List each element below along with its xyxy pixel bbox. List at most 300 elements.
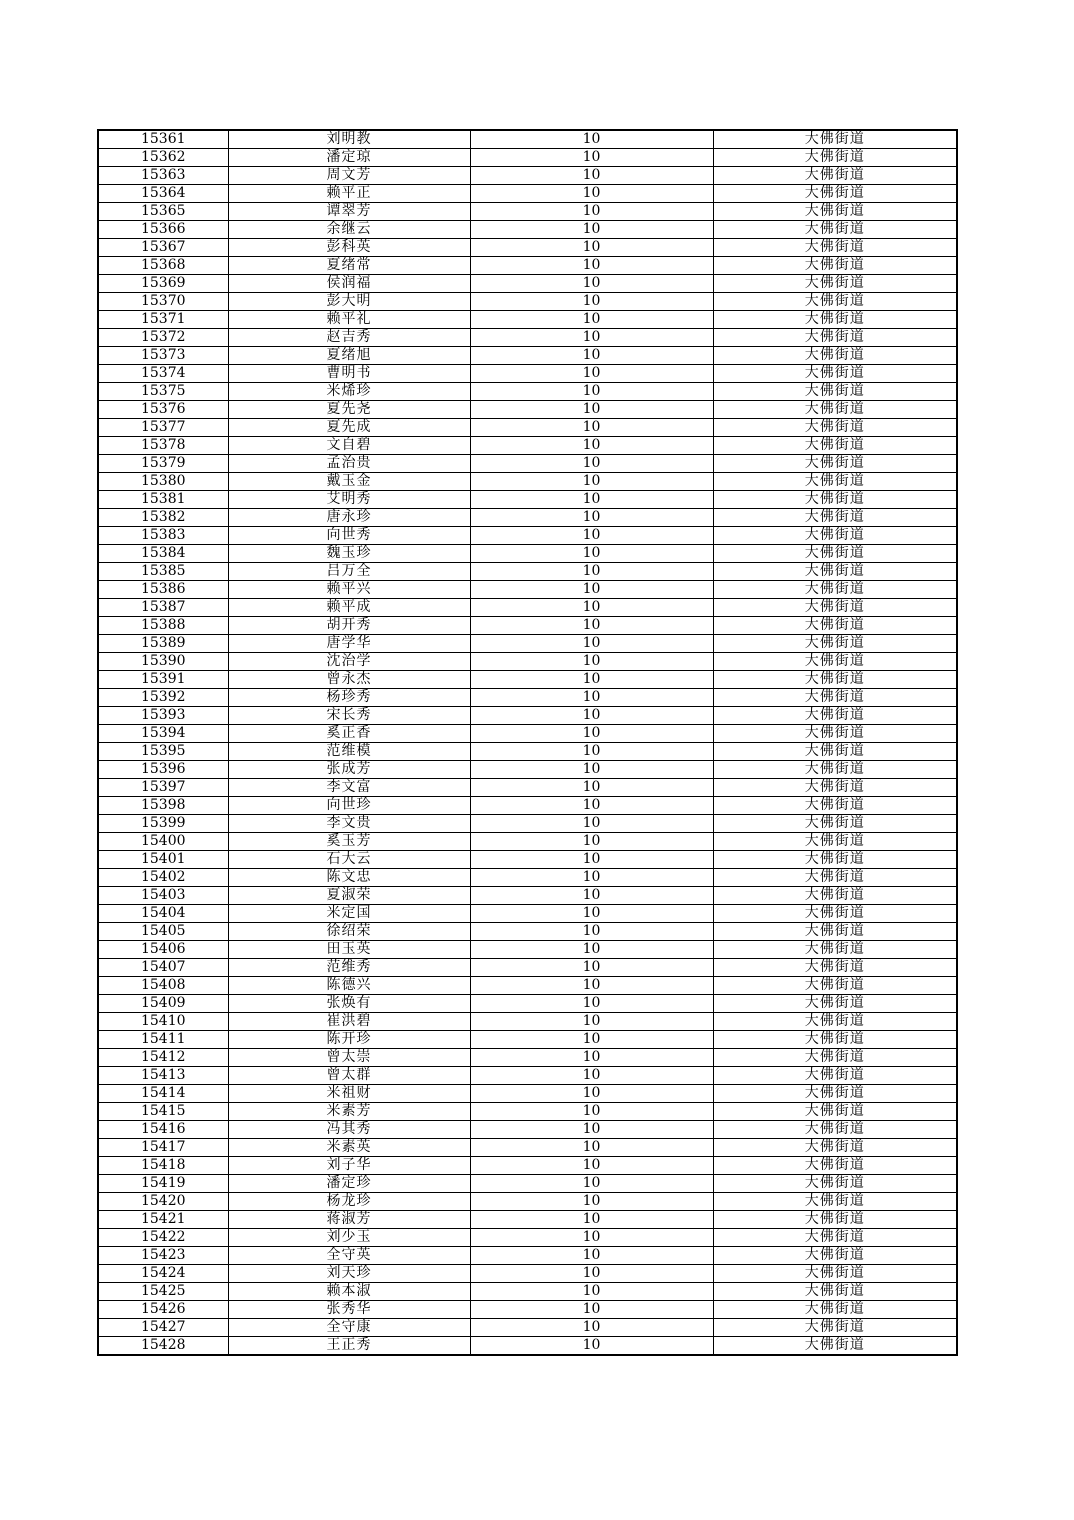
person-name-cell: 侯润福 <box>228 275 470 293</box>
row-number-cell: 15365 <box>98 203 228 221</box>
person-name-cell: 潘定珍 <box>228 1175 470 1193</box>
person-name-cell: 赵吉秀 <box>228 329 470 347</box>
person-name-cell: 潘定琼 <box>228 149 470 167</box>
street-cell: 大佛街道 <box>713 311 957 329</box>
table-row <box>98 761 957 779</box>
amount-cell: 10 <box>470 1049 713 1067</box>
table-row <box>98 239 957 257</box>
person-name-cell: 魏玉珍 <box>228 545 470 563</box>
person-name-cell: 蒋淑芳 <box>228 1211 470 1229</box>
person-name-cell: 张秀华 <box>228 1301 470 1319</box>
person-name-cell: 冯其秀 <box>228 1121 470 1139</box>
street-cell: 大佛街道 <box>713 707 957 725</box>
person-name-cell: 陈文忠 <box>228 869 470 887</box>
person-name-cell: 曾太群 <box>228 1067 470 1085</box>
street-cell: 大佛街道 <box>713 1031 957 1049</box>
amount-cell: 10 <box>470 1175 713 1193</box>
person-name-cell: 唐学华 <box>228 635 470 653</box>
amount-cell: 10 <box>470 311 713 329</box>
amount-cell: 10 <box>470 599 713 617</box>
table-row <box>98 725 957 743</box>
amount-cell: 10 <box>470 1337 713 1356</box>
person-name-cell: 田玉英 <box>228 941 470 959</box>
table-row <box>98 383 957 401</box>
amount-cell: 10 <box>470 995 713 1013</box>
row-number-cell: 15412 <box>98 1049 228 1067</box>
person-name-cell: 刘少玉 <box>228 1229 470 1247</box>
street-cell: 大佛街道 <box>713 401 957 419</box>
row-number-cell: 15362 <box>98 149 228 167</box>
row-number-cell: 15396 <box>98 761 228 779</box>
amount-cell: 10 <box>470 1301 713 1319</box>
street-cell: 大佛街道 <box>713 203 957 221</box>
row-number-cell: 15387 <box>98 599 228 617</box>
amount-cell: 10 <box>470 725 713 743</box>
street-cell: 大佛街道 <box>713 923 957 941</box>
row-number-cell: 15419 <box>98 1175 228 1193</box>
row-number-cell: 15406 <box>98 941 228 959</box>
street-cell: 大佛街道 <box>713 887 957 905</box>
table-row <box>98 869 957 887</box>
row-number-cell: 15401 <box>98 851 228 869</box>
amount-cell: 10 <box>470 1103 713 1121</box>
table-row <box>98 635 957 653</box>
row-number-cell: 15398 <box>98 797 228 815</box>
table-row <box>98 1265 957 1283</box>
amount-cell: 10 <box>470 1013 713 1031</box>
amount-cell: 10 <box>470 329 713 347</box>
amount-cell: 10 <box>470 563 713 581</box>
street-cell: 大佛街道 <box>713 869 957 887</box>
table-row <box>98 995 957 1013</box>
person-name-cell: 戴玉金 <box>228 473 470 491</box>
table-row <box>98 707 957 725</box>
row-number-cell: 15378 <box>98 437 228 455</box>
table-row <box>98 257 957 275</box>
street-cell: 大佛街道 <box>713 563 957 581</box>
amount-cell: 10 <box>470 275 713 293</box>
person-name-cell: 夏先成 <box>228 419 470 437</box>
person-name-cell: 李文富 <box>228 779 470 797</box>
table-row <box>98 581 957 599</box>
row-number-cell: 15413 <box>98 1067 228 1085</box>
amount-cell: 10 <box>470 149 713 167</box>
table-row <box>98 1337 957 1356</box>
amount-cell: 10 <box>470 1247 713 1265</box>
street-cell: 大佛街道 <box>713 653 957 671</box>
street-cell: 大佛街道 <box>713 905 957 923</box>
table-row <box>98 1283 957 1301</box>
person-name-cell: 夏淑荣 <box>228 887 470 905</box>
row-number-cell: 15369 <box>98 275 228 293</box>
amount-cell: 10 <box>470 869 713 887</box>
row-number-cell: 15394 <box>98 725 228 743</box>
street-cell: 大佛街道 <box>713 275 957 293</box>
person-name-cell: 曾太崇 <box>228 1049 470 1067</box>
row-number-cell: 15377 <box>98 419 228 437</box>
person-name-cell: 范维模 <box>228 743 470 761</box>
street-cell: 大佛街道 <box>713 257 957 275</box>
table-row <box>98 1031 957 1049</box>
row-number-cell: 15363 <box>98 167 228 185</box>
table-row <box>98 527 957 545</box>
row-number-cell: 15399 <box>98 815 228 833</box>
amount-cell: 10 <box>470 257 713 275</box>
person-name-cell: 奚正香 <box>228 725 470 743</box>
person-name-cell: 米素芳 <box>228 1103 470 1121</box>
table-row <box>98 1211 957 1229</box>
row-number-cell: 15403 <box>98 887 228 905</box>
street-cell: 大佛街道 <box>713 851 957 869</box>
table-row <box>98 1049 957 1067</box>
amount-cell: 10 <box>470 1211 713 1229</box>
row-number-cell: 15370 <box>98 293 228 311</box>
table-row <box>98 203 957 221</box>
row-number-cell: 15397 <box>98 779 228 797</box>
person-name-cell: 徐绍荣 <box>228 923 470 941</box>
street-cell: 大佛街道 <box>713 1247 957 1265</box>
street-cell: 大佛街道 <box>713 1157 957 1175</box>
street-cell: 大佛街道 <box>713 167 957 185</box>
row-number-cell: 15415 <box>98 1103 228 1121</box>
street-cell: 大佛街道 <box>713 1013 957 1031</box>
amount-cell: 10 <box>470 1229 713 1247</box>
person-name-cell: 米素英 <box>228 1139 470 1157</box>
table-row <box>98 509 957 527</box>
street-cell: 大佛街道 <box>713 833 957 851</box>
person-name-cell: 赖平正 <box>228 185 470 203</box>
amount-cell: 10 <box>470 1265 713 1283</box>
street-cell: 大佛街道 <box>713 473 957 491</box>
table-row <box>98 545 957 563</box>
row-number-cell: 15428 <box>98 1337 228 1356</box>
amount-cell: 10 <box>470 761 713 779</box>
amount-cell: 10 <box>470 1067 713 1085</box>
row-number-cell: 15392 <box>98 689 228 707</box>
row-number-cell: 15395 <box>98 743 228 761</box>
table-row <box>98 221 957 239</box>
person-name-cell: 余继云 <box>228 221 470 239</box>
person-name-cell: 彭大明 <box>228 293 470 311</box>
row-number-cell: 15408 <box>98 977 228 995</box>
street-cell: 大佛街道 <box>713 581 957 599</box>
row-number-cell: 15414 <box>98 1085 228 1103</box>
row-number-cell: 15385 <box>98 563 228 581</box>
street-cell: 大佛街道 <box>713 1085 957 1103</box>
amount-cell: 10 <box>470 401 713 419</box>
table-row <box>98 1301 957 1319</box>
person-name-cell: 崔洪碧 <box>228 1013 470 1031</box>
row-number-cell: 15427 <box>98 1319 228 1337</box>
row-number-cell: 15405 <box>98 923 228 941</box>
row-number-cell: 15410 <box>98 1013 228 1031</box>
table-row <box>98 1247 957 1265</box>
person-name-cell: 曹明书 <box>228 365 470 383</box>
table-row <box>98 977 957 995</box>
table-row <box>98 851 957 869</box>
street-cell: 大佛街道 <box>713 1229 957 1247</box>
amount-cell: 10 <box>470 509 713 527</box>
street-cell: 大佛街道 <box>713 293 957 311</box>
person-name-cell: 彭科英 <box>228 239 470 257</box>
table-row <box>98 887 957 905</box>
street-cell: 大佛街道 <box>713 1139 957 1157</box>
table-row <box>98 833 957 851</box>
amount-cell: 10 <box>470 635 713 653</box>
table-row <box>98 347 957 365</box>
street-cell: 大佛街道 <box>713 725 957 743</box>
person-name-cell: 范维秀 <box>228 959 470 977</box>
table-row <box>98 923 957 941</box>
row-number-cell: 15422 <box>98 1229 228 1247</box>
amount-cell: 10 <box>470 689 713 707</box>
table-row <box>98 491 957 509</box>
street-cell: 大佛街道 <box>713 509 957 527</box>
row-number-cell: 15372 <box>98 329 228 347</box>
street-cell: 大佛街道 <box>713 977 957 995</box>
row-number-cell: 15389 <box>98 635 228 653</box>
table-row <box>98 617 957 635</box>
row-number-cell: 15375 <box>98 383 228 401</box>
amount-cell: 10 <box>470 779 713 797</box>
amount-cell: 10 <box>470 1193 713 1211</box>
person-name-cell: 刘子华 <box>228 1157 470 1175</box>
person-name-cell: 向世秀 <box>228 527 470 545</box>
street-cell: 大佛街道 <box>713 1121 957 1139</box>
amount-cell: 10 <box>470 437 713 455</box>
street-cell: 大佛街道 <box>713 1337 957 1356</box>
street-cell: 大佛街道 <box>713 419 957 437</box>
person-name-cell: 杨龙珍 <box>228 1193 470 1211</box>
table-row <box>98 599 957 617</box>
table-row <box>98 1085 957 1103</box>
row-number-cell: 15386 <box>98 581 228 599</box>
table-row <box>98 671 957 689</box>
amount-cell: 10 <box>470 419 713 437</box>
amount-cell: 10 <box>470 383 713 401</box>
street-cell: 大佛街道 <box>713 1319 957 1337</box>
table-row <box>98 1013 957 1031</box>
person-name-cell: 胡开秀 <box>228 617 470 635</box>
amount-cell: 10 <box>470 617 713 635</box>
street-cell: 大佛街道 <box>713 761 957 779</box>
person-name-cell: 吕万全 <box>228 563 470 581</box>
row-number-cell: 15424 <box>98 1265 228 1283</box>
row-number-cell: 15402 <box>98 869 228 887</box>
person-name-cell: 刘明教 <box>228 130 470 149</box>
person-name-cell: 米烯珍 <box>228 383 470 401</box>
roster-table <box>97 129 958 1356</box>
street-cell: 大佛街道 <box>713 995 957 1013</box>
row-number-cell: 15418 <box>98 1157 228 1175</box>
person-name-cell: 周文芳 <box>228 167 470 185</box>
person-name-cell: 赖平礼 <box>228 311 470 329</box>
amount-cell: 10 <box>470 653 713 671</box>
table-row <box>98 1139 957 1157</box>
street-cell: 大佛街道 <box>713 1175 957 1193</box>
amount-cell: 10 <box>470 797 713 815</box>
person-name-cell: 谭翠芳 <box>228 203 470 221</box>
street-cell: 大佛街道 <box>713 149 957 167</box>
street-cell: 大佛街道 <box>713 779 957 797</box>
row-number-cell: 15400 <box>98 833 228 851</box>
street-cell: 大佛街道 <box>713 365 957 383</box>
street-cell: 大佛街道 <box>713 329 957 347</box>
row-number-cell: 15384 <box>98 545 228 563</box>
amount-cell: 10 <box>470 1283 713 1301</box>
person-name-cell: 夏先尧 <box>228 401 470 419</box>
street-cell: 大佛街道 <box>713 671 957 689</box>
table-row <box>98 1175 957 1193</box>
row-number-cell: 15382 <box>98 509 228 527</box>
person-name-cell: 米定国 <box>228 905 470 923</box>
amount-cell: 10 <box>470 491 713 509</box>
street-cell: 大佛街道 <box>713 347 957 365</box>
table-row <box>98 905 957 923</box>
person-name-cell: 石大云 <box>228 851 470 869</box>
row-number-cell: 15426 <box>98 1301 228 1319</box>
amount-cell: 10 <box>470 905 713 923</box>
street-cell: 大佛街道 <box>713 797 957 815</box>
table-row <box>98 329 957 347</box>
table-row <box>98 563 957 581</box>
amount-cell: 10 <box>470 1085 713 1103</box>
street-cell: 大佛街道 <box>713 743 957 761</box>
person-name-cell: 赖本淑 <box>228 1283 470 1301</box>
table-row <box>98 473 957 491</box>
street-cell: 大佛街道 <box>713 1283 957 1301</box>
street-cell: 大佛街道 <box>713 185 957 203</box>
row-number-cell: 15407 <box>98 959 228 977</box>
street-cell: 大佛街道 <box>713 1193 957 1211</box>
table-row <box>98 1067 957 1085</box>
roster-table-body <box>98 130 957 1355</box>
table-row <box>98 1103 957 1121</box>
row-number-cell: 15393 <box>98 707 228 725</box>
person-name-cell: 李文贵 <box>228 815 470 833</box>
table-row <box>98 1229 957 1247</box>
row-number-cell: 15420 <box>98 1193 228 1211</box>
amount-cell: 10 <box>470 1139 713 1157</box>
street-cell: 大佛街道 <box>713 689 957 707</box>
row-number-cell: 15417 <box>98 1139 228 1157</box>
table-row <box>98 167 957 185</box>
table-row <box>98 797 957 815</box>
row-number-cell: 15361 <box>98 130 228 149</box>
person-name-cell: 米祖财 <box>228 1085 470 1103</box>
table-row <box>98 401 957 419</box>
person-name-cell: 夏绪常 <box>228 257 470 275</box>
table-row <box>98 130 957 149</box>
amount-cell: 10 <box>470 977 713 995</box>
amount-cell: 10 <box>470 833 713 851</box>
row-number-cell: 15366 <box>98 221 228 239</box>
street-cell: 大佛街道 <box>713 1103 957 1121</box>
amount-cell: 10 <box>470 167 713 185</box>
table-row <box>98 185 957 203</box>
street-cell: 大佛街道 <box>713 617 957 635</box>
street-cell: 大佛街道 <box>713 1301 957 1319</box>
person-name-cell: 全守康 <box>228 1319 470 1337</box>
table-row <box>98 437 957 455</box>
amount-cell: 10 <box>470 293 713 311</box>
person-name-cell: 全守英 <box>228 1247 470 1265</box>
person-name-cell: 陈开珍 <box>228 1031 470 1049</box>
row-number-cell: 15416 <box>98 1121 228 1139</box>
row-number-cell: 15388 <box>98 617 228 635</box>
row-number-cell: 15364 <box>98 185 228 203</box>
table-row <box>98 311 957 329</box>
person-name-cell: 奚玉芳 <box>228 833 470 851</box>
row-number-cell: 15368 <box>98 257 228 275</box>
street-cell: 大佛街道 <box>713 1265 957 1283</box>
table-row <box>98 815 957 833</box>
amount-cell: 10 <box>470 671 713 689</box>
row-number-cell: 15373 <box>98 347 228 365</box>
amount-cell: 10 <box>470 347 713 365</box>
person-name-cell: 陈德兴 <box>228 977 470 995</box>
street-cell: 大佛街道 <box>713 1049 957 1067</box>
row-number-cell: 15421 <box>98 1211 228 1229</box>
amount-cell: 10 <box>470 923 713 941</box>
street-cell: 大佛街道 <box>713 545 957 563</box>
street-cell: 大佛街道 <box>713 527 957 545</box>
row-number-cell: 15383 <box>98 527 228 545</box>
row-number-cell: 15380 <box>98 473 228 491</box>
row-number-cell: 15367 <box>98 239 228 257</box>
street-cell: 大佛街道 <box>713 491 957 509</box>
amount-cell: 10 <box>470 130 713 149</box>
table-row <box>98 743 957 761</box>
table-row <box>98 149 957 167</box>
amount-cell: 10 <box>470 185 713 203</box>
amount-cell: 10 <box>470 1157 713 1175</box>
person-name-cell: 杨珍秀 <box>228 689 470 707</box>
street-cell: 大佛街道 <box>713 221 957 239</box>
table-row <box>98 1193 957 1211</box>
table-row <box>98 455 957 473</box>
street-cell: 大佛街道 <box>713 815 957 833</box>
row-number-cell: 15425 <box>98 1283 228 1301</box>
person-name-cell: 向世珍 <box>228 797 470 815</box>
table-row <box>98 275 957 293</box>
row-number-cell: 15374 <box>98 365 228 383</box>
table-row <box>98 689 957 707</box>
person-name-cell: 孟治贵 <box>228 455 470 473</box>
street-cell: 大佛街道 <box>713 130 957 149</box>
amount-cell: 10 <box>470 239 713 257</box>
street-cell: 大佛街道 <box>713 239 957 257</box>
table-row <box>98 1157 957 1175</box>
person-name-cell: 王正秀 <box>228 1337 470 1356</box>
amount-cell: 10 <box>470 455 713 473</box>
amount-cell: 10 <box>470 959 713 977</box>
street-cell: 大佛街道 <box>713 455 957 473</box>
table-row <box>98 1319 957 1337</box>
street-cell: 大佛街道 <box>713 959 957 977</box>
row-number-cell: 15391 <box>98 671 228 689</box>
person-name-cell: 文自碧 <box>228 437 470 455</box>
row-number-cell: 15390 <box>98 653 228 671</box>
table-row <box>98 1121 957 1139</box>
street-cell: 大佛街道 <box>713 437 957 455</box>
person-name-cell: 赖平兴 <box>228 581 470 599</box>
street-cell: 大佛街道 <box>713 941 957 959</box>
table-row <box>98 293 957 311</box>
street-cell: 大佛街道 <box>713 599 957 617</box>
person-name-cell: 夏绪旭 <box>228 347 470 365</box>
amount-cell: 10 <box>470 527 713 545</box>
